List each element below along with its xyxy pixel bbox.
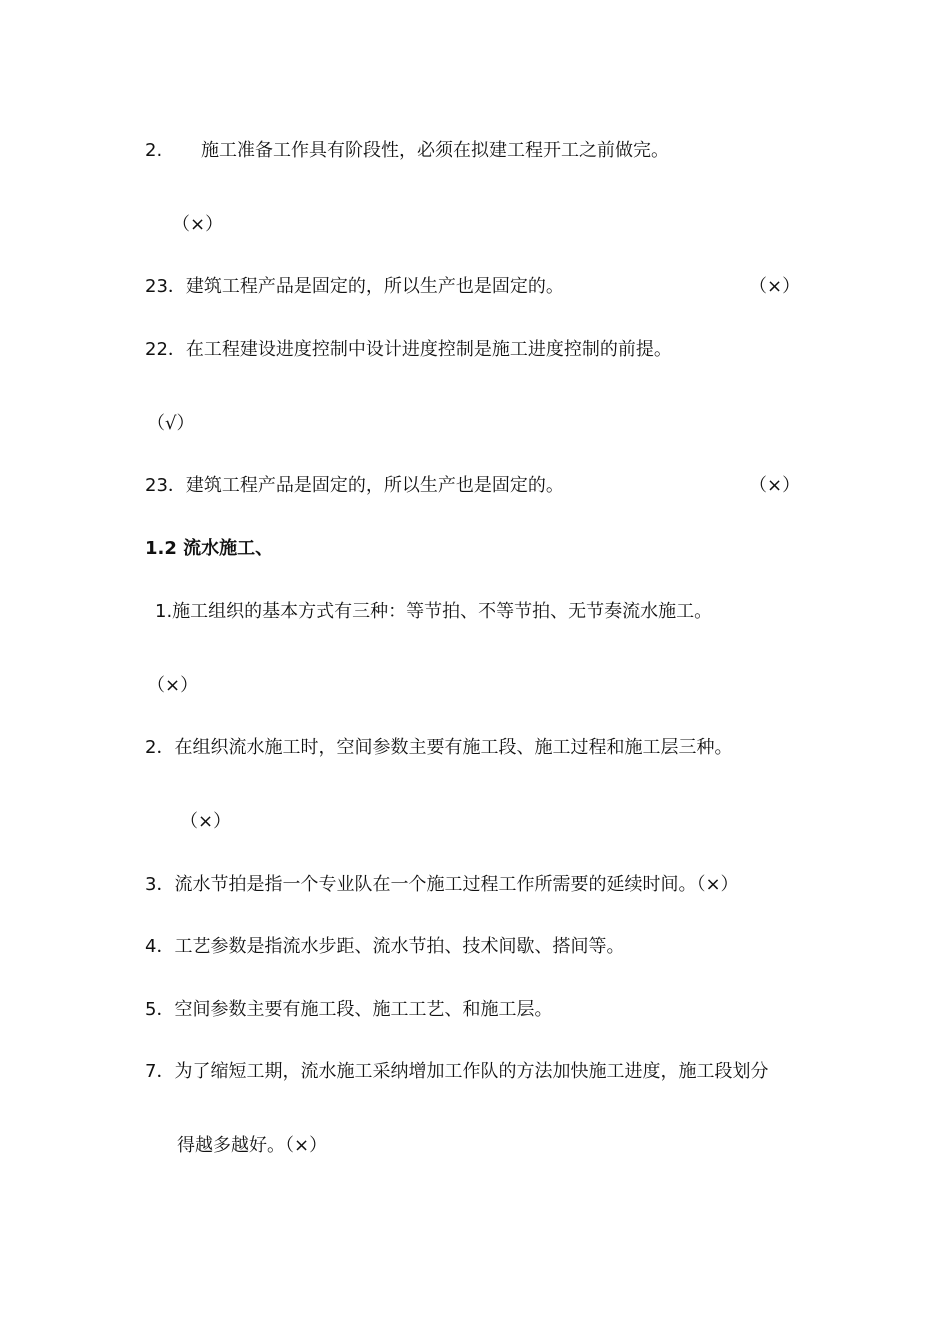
- section-heading: 1.2 流水施工、: [145, 538, 274, 559]
- flow-7-text: 7．为了缩短工期，流水施工采纳增加工作队的方法加快施工进度，施工段划分: [145, 1061, 769, 1082]
- item-23b-answer: （×）: [749, 475, 801, 496]
- flow-3-text: 3．流水节拍是指一个专业队在一个施工过程工作所需要的延续时间。（×）: [145, 874, 739, 895]
- flow-1-text: 1.施工组织的基本方式有三种：等节拍、不等节拍、无节奏流水施工。: [155, 601, 713, 622]
- flow-2-text: 2．在组织流水施工时，空间参数主要有施工段、施工过程和施工层三种。: [145, 737, 733, 758]
- flow-4-text: 4．工艺参数是指流水步距、流水节拍、技术间歇、搭间等。: [145, 936, 625, 957]
- flow-2-answer: （×）: [180, 811, 232, 832]
- item-22-answer: （√）: [147, 413, 195, 434]
- item-prep-number: 2.: [145, 140, 163, 161]
- item-23a-answer: （×）: [749, 276, 801, 297]
- item-23b-text: 23．建筑工程产品是固定的，所以生产也是固定的。: [145, 475, 564, 496]
- item-22-text: 22．在工程建设进度控制中设计进度控制是施工进度控制的前提。: [145, 339, 672, 360]
- item-23a-text: 23．建筑工程产品是固定的，所以生产也是固定的。: [145, 276, 564, 297]
- item-prep-text: 施工准备工作具有阶段性，必须在拟建工程开工之前做完。: [201, 140, 669, 161]
- flow-1-answer: （×）: [147, 675, 199, 696]
- flow-5-text: 5．空间参数主要有施工段、施工工艺、和施工层。: [145, 999, 553, 1020]
- flow-7-continuation: 得越多越好。（×）: [177, 1135, 328, 1156]
- item-prep-answer: （×）: [172, 214, 224, 235]
